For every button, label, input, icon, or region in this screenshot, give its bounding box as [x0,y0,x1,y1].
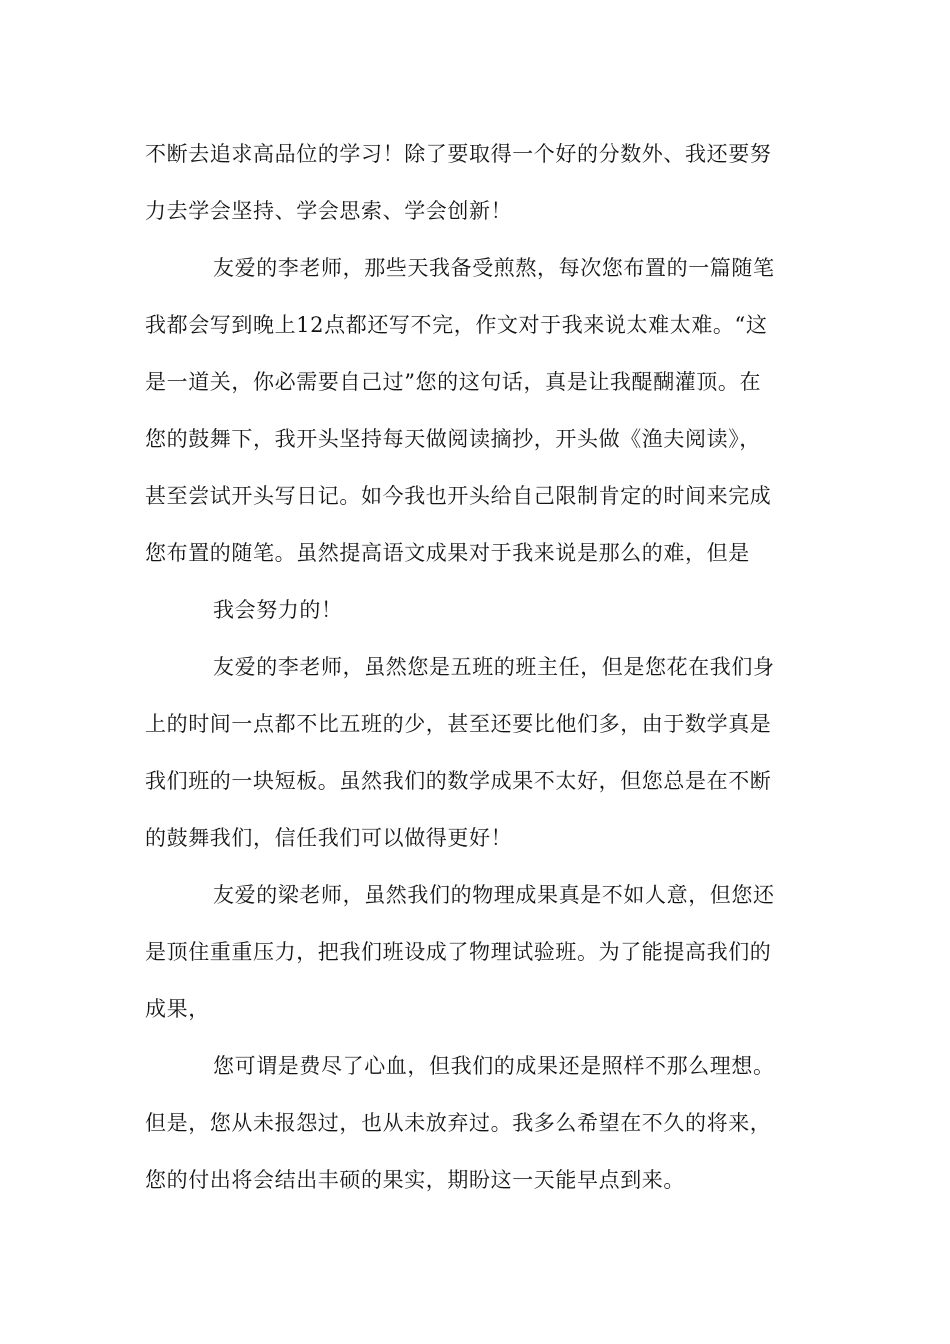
text-line: 您的鼓舞下，我开头坚持每天做阅读摘抄，开头做《渔夫阅读》， [145,427,761,451]
text-line: 但是，您从未报怨过，也从未放弃过。我多么希望在不久的将来， [145,1111,772,1135]
paragraph-start-line: 我会努力的！ [213,598,343,622]
text-line: 成果， [145,997,210,1021]
text-line: 是顶住重重压力，把我们班设成了物理试验班。为了能提高我们的 [145,940,772,964]
text-line: 是一道关，你必需要自己过”您的这句话，真是让我醍醐灌顶。在 [145,370,762,394]
text-line: 我们班的一块短板。虽然我们的数学成果不太好，但您总是在不断 [145,769,772,793]
text-line: 的鼓舞我们，信任我们可以做得更好！ [145,826,513,850]
paragraph-start-line: 友爱的李老师，虽然您是五班的班主任，但是您花在我们身 [213,655,775,679]
paragraph-start-line: 友爱的李老师，那些天我备受煎熬，每次您布置的一篇随笔 [213,256,775,280]
text-line: 力去学会坚持、学会思索、学会创新！ [145,199,513,223]
text-line: 您布置的随笔。虽然提高语文成果对于我来说是那么的难，但是 [145,541,750,565]
paragraph-start-line: 友爱的梁老师，虽然我们的物理成果真是不如人意，但您还 [213,883,775,907]
text-line: 甚至尝试开头写日记。如今我也开头给自己限制肯定的时间来完成 [145,484,772,508]
paragraph-start-line: 您可谓是费尽了心血，但我们的成果还是照样不那么理想。 [213,1054,775,1078]
text-line: 您的付出将会结出丰硕的果实，期盼这一天能早点到来。 [145,1168,685,1192]
text-line: 不断去追求高品位的学习！除了要取得一个好的分数外、我还要努 [145,142,772,166]
text-line: 我都会写到晚上12点都还写不完，作文对于我来说太难太难。“这 [145,313,768,337]
text-line: 上的时间一点都不比五班的少，甚至还要比他们多，由于数学真是 [145,712,772,736]
